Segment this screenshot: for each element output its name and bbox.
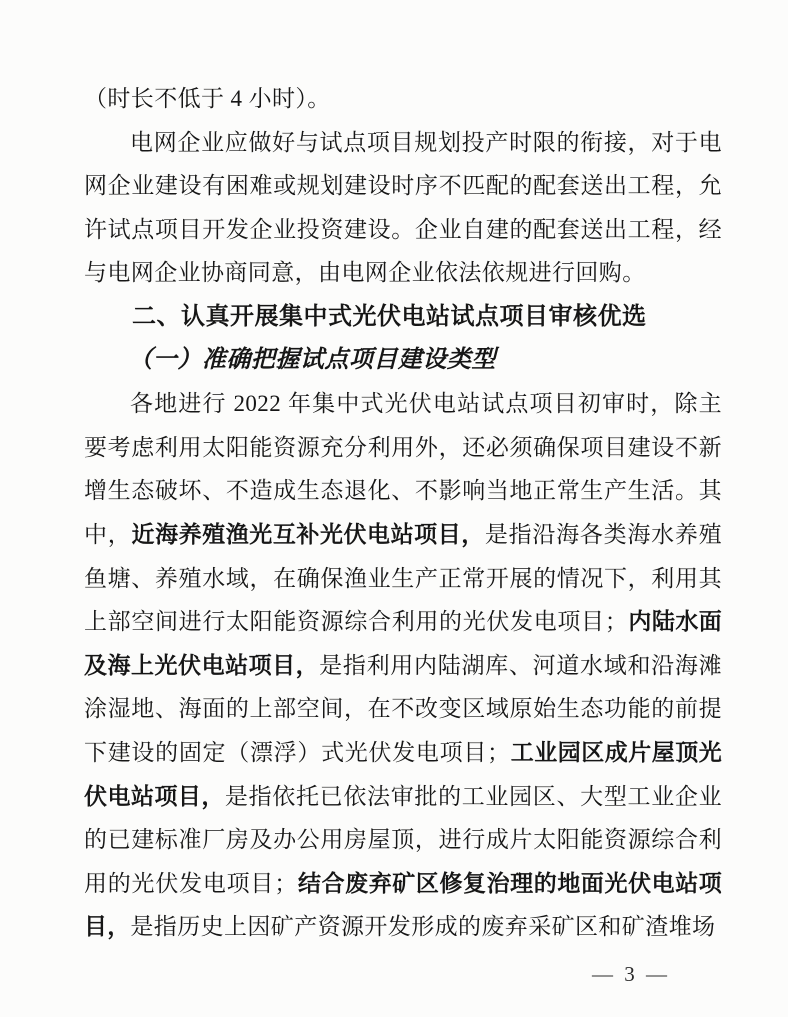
text-run-inland-water-bold: 内陆水面及海上光伏电站项目， <box>84 609 722 678</box>
text-run-abandoned-mine-desc: 是指历史上因矿产资源开发形成的废弃采矿区和矿渣堆场 <box>130 914 716 940</box>
section-heading: 二、认真开展集中式光伏电站试点项目审核优选 <box>132 302 647 330</box>
text-run-industrial-rooftop-bold: 工业园区成片屋顶光伏电站项目， <box>84 739 722 809</box>
text-run-offshore-fishery-bold: 近海养殖渔光互补光伏电站项目， <box>131 521 485 547</box>
page-number: — 3 — <box>592 962 670 986</box>
text-run-intro: 各地进行 2022 年集中式光伏电站试点项目初审时，除主要考虑利用太阳能资源充分利用外，还必须确保项目建设不新增生态破坏、不造成生态退化、不影响当地正常生产生活。其中， <box>84 391 722 547</box>
text-run-abandoned-mine-bold: 结合废弃矿区修复治理的地面光伏电站项目， <box>84 870 722 940</box>
text-run-offshore-fishery-desc: 是指沿海各类海水养殖鱼塘、养殖水域，在确保渔业生产正常开展的情况下，利用其上部空间进行太阳能资源综合利用的光伏发电项目； <box>84 521 723 635</box>
paragraph-grid-enterprises: 电网企业应做好与试点项目规划投产时限的衔接，对于电网企业建设有困难或规划建设时序不匹配的配套送出工程，允许试点项目开发企业投资建设。企业自建的配套送出工程，经与电网企业协商同意，由电网企业依法依规进行回购。 <box>84 129 722 286</box>
paragraph-continuation: （时长不低于 4 小时）。 <box>84 86 331 111</box>
paragraph-project-types <box>84 382 722 949</box>
document-body <box>84 77 722 949</box>
subsection-heading: （一）准确把握试点项目建设类型 <box>128 346 496 373</box>
text-run-inland-water-desc: 是指利用内陆湖库、河道水域和沿海滩涂湿地、海面的上部空间，在不改变区域原始生态功能的前提下建设的固定（漂浮）式光伏发电项目； <box>84 652 722 765</box>
text-run-industrial-rooftop-desc: 是指依托已依法审批的工业园区、大型工业企业的已建标准厂房及办公用房屋顶，进行成片太阳能资源综合利用的光伏发电项目； <box>84 783 722 896</box>
